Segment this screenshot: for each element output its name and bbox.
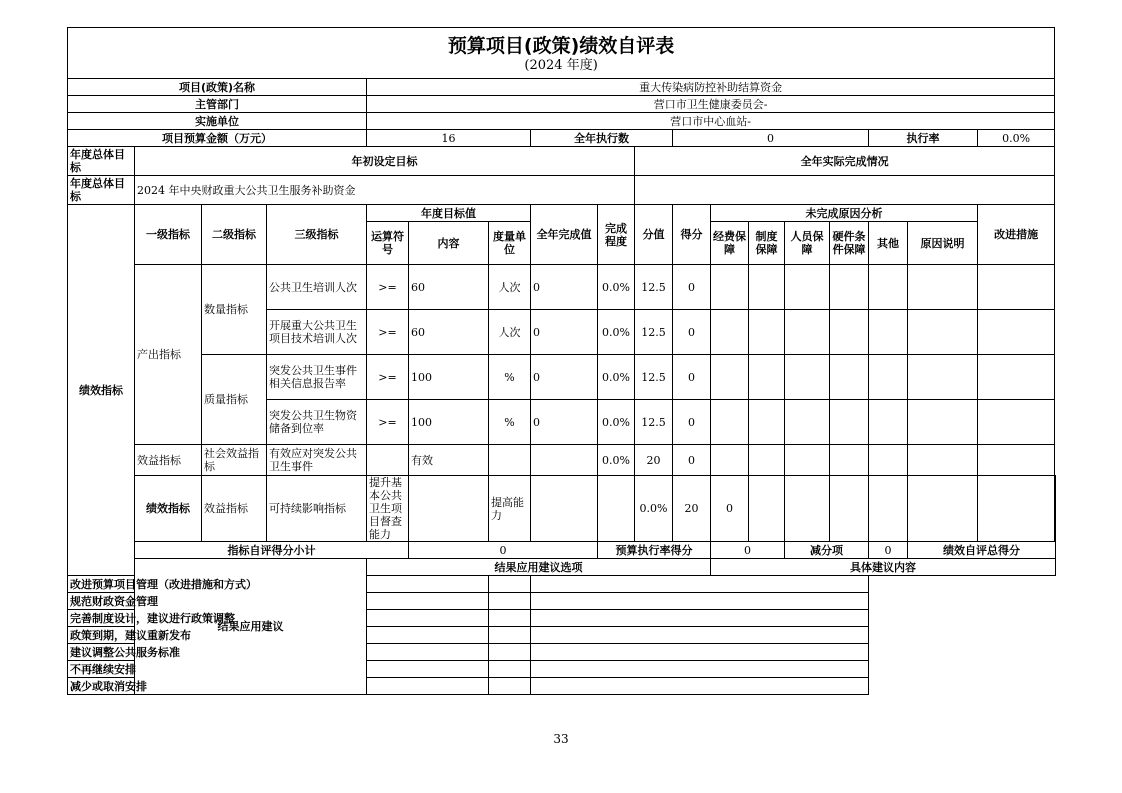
indicator-annual: 0 [531,310,598,355]
indicator-degree: 0.0% [598,310,635,355]
indicator-unit: % [489,355,531,400]
suggestion-option: 改进预算项目管理（改进措施和方式） [68,576,489,593]
total-label: 绩效自评总得分 [908,542,1056,559]
indicator-op [409,476,489,542]
subtotal-value: 0 [409,542,598,559]
deduct-value: 0 [869,542,908,559]
col-unit: 度量单位 [489,222,531,265]
initial-goal-text: 2024 年中央财政重大公共卫生服务补助资金 [135,176,635,205]
indicator-value: 20 [673,476,711,542]
suggestion-option: 政策到期，建议重新发布 [68,627,489,644]
indicator-op: >= [367,400,409,445]
suggestion-detail [531,678,869,695]
indicator-unit: 人次 [489,265,531,310]
rate-value: 0.0% [978,130,1055,147]
title-block [68,28,1055,79]
suggestion-detail [531,576,869,593]
perf-indicator-label-a: 绩效指标 [68,205,135,576]
suggestion-detail [531,644,869,661]
project-name-label: 项目(政策)名称 [68,79,367,96]
indicator-content: 60 [409,265,489,310]
indicator-annual [598,476,635,542]
indicator-content: 60 [409,310,489,355]
suggestion-detail [531,593,869,610]
form-year: (2024 年度) [524,58,598,73]
indicator-unit: % [489,400,531,445]
indicator-score: 0 [673,265,711,310]
indicator-content: 100 [409,400,489,445]
budget-value: 16 [367,130,531,147]
indicator-value: 12.5 [635,310,673,355]
indicator-annual: 0 [531,355,598,400]
col-score-value: 分值 [635,205,673,265]
suggestion-check [489,610,531,627]
indicator-degree: 0.0% [598,265,635,310]
col-reason-other: 其他 [869,222,908,265]
suggestion-check [489,576,531,593]
benefit-indicator: 效益指标 [135,445,202,476]
exec-value: 0 [673,130,869,147]
suggestion-check [489,627,531,644]
col-lvl3: 三级指标 [267,205,367,265]
quantity-indicator: 数量指标 [202,265,267,355]
indicator-score: 0 [673,400,711,445]
self-evaluation-form [67,27,1056,693]
col-reasons: 未完成原因分析 [711,205,978,222]
options-header: 结果应用建议选项 [367,559,711,576]
benefit-indicator-2: 效益指标 [202,476,267,542]
indicator-content: 100 [409,355,489,400]
goal-label-b: 年度总体目标 [68,176,135,205]
suggestion-option: 完善制度设计，建议进行政策调整 [68,610,489,627]
col-improve: 改进措施 [978,205,1055,265]
suggestion-detail [531,610,869,627]
col-target: 年度目标值 [367,205,531,222]
col-degree: 完成程度 [598,205,635,265]
actual-goal-text [635,176,1055,205]
impl-label: 实施单位 [68,113,367,130]
indicator-name: 公共卫生培训人次 [267,265,367,310]
col-content: 内容 [409,222,489,265]
rate-label: 执行率 [869,130,978,147]
indicator-name: 突发公共卫生物资储备到位率 [267,400,367,445]
indicator-degree: 0.0% [598,445,635,476]
suggestion-detail [531,661,869,678]
actual-goal-header: 全年实际完成情况 [635,147,1055,176]
quality-indicator: 质量指标 [202,355,267,445]
indicator-value: 12.5 [635,355,673,400]
detail-header: 具体建议内容 [711,559,1056,576]
suggestion-option: 建议调整公共服务标准 [68,644,489,661]
dept-value: 营口市卫生健康委员会- [367,96,1055,113]
deduct-label: 减分项 [785,542,869,559]
indicator-annual [531,445,598,476]
project-name: 重大传染病防控补助结算资金 [367,79,1055,96]
indicator-op: >= [367,310,409,355]
suggestion-check [489,593,531,610]
indicator-op [367,445,409,476]
indicator-value: 12.5 [635,400,673,445]
indicator-name: 突发公共卫生事件相关信息报告率 [267,355,367,400]
indicator-value: 12.5 [635,265,673,310]
indicator-unit [531,476,598,542]
exec-label: 全年执行数 [531,130,673,147]
suggestion-option: 减少或取消安排 [68,678,489,695]
subtotal-label: 指标自评得分小计 [135,542,409,559]
col-lvl2: 二级指标 [202,205,267,265]
indicator-name: 开展重大公共卫生项目技术培训人次 [267,310,367,355]
form-title: 预算项目(政策)绩效自评表 [447,35,675,57]
col-reason-funding: 经费保障 [711,222,749,265]
col-op: 运算符号 [367,222,409,265]
suggestion-option: 不再继续安排 [68,661,489,678]
indicator-score: 0 [673,445,711,476]
suggestion-option: 规范财政资金管理 [68,593,489,610]
col-score: 得分 [673,205,711,265]
indicator-score: 0 [673,355,711,400]
suggestion-detail [531,627,869,644]
indicator-degree: 0.0% [598,400,635,445]
impl-value: 营口市中心血站- [367,113,1055,130]
indicator-unit: 人次 [489,310,531,355]
exec-score-value: 0 [711,542,785,559]
indicator-annual: 0 [531,400,598,445]
suggestion-check [489,678,531,695]
indicator-op: >= [367,355,409,400]
indicator-value: 20 [635,445,673,476]
col-reason-system: 制度保障 [749,222,785,265]
dept-label: 主管部门 [68,96,367,113]
output-indicator: 产出指标 [135,265,202,445]
suggestion-check [489,644,531,661]
col-lvl1: 一级指标 [135,205,202,265]
page-number: 33 [553,732,569,746]
exec-score-label: 预算执行率得分 [598,542,711,559]
budget-label: 项目预算金额（万元） [68,130,367,147]
indicator-score: 0 [673,310,711,355]
col-reason-staff: 人员保障 [785,222,830,265]
indicator-name: 有效应对突发公共卫生事件 [267,445,367,476]
evaluation-table [67,27,1056,695]
indicator-unit [489,445,531,476]
indicator-op: >= [367,265,409,310]
col-annual: 全年完成值 [531,205,598,265]
indicator-annual: 0 [531,265,598,310]
indicator-degree: 0.0% [635,476,673,542]
social-benefit-indicator: 社会效益指标 [202,445,267,476]
suggestion-check [489,661,531,678]
indicator-content: 提高能力 [489,476,531,542]
initial-goal-header: 年初设定目标 [135,147,635,176]
suggestion-label: 结果应用建议 [135,559,367,695]
perf-indicator-label-b: 绩效指标 [135,476,202,542]
sustain-indicator: 可持续影响指标 [267,476,367,542]
goal-label-a: 年度总体目标 [68,147,135,176]
indicator-content: 有效 [409,445,489,476]
indicator-name: 提升基本公共卫生项目督查能力 [367,476,409,542]
col-reason-note: 原因说明 [908,222,978,265]
indicator-degree: 0.0% [598,355,635,400]
indicator-score: 0 [711,476,749,542]
col-reason-hardware: 硬件条件保障 [830,222,869,265]
